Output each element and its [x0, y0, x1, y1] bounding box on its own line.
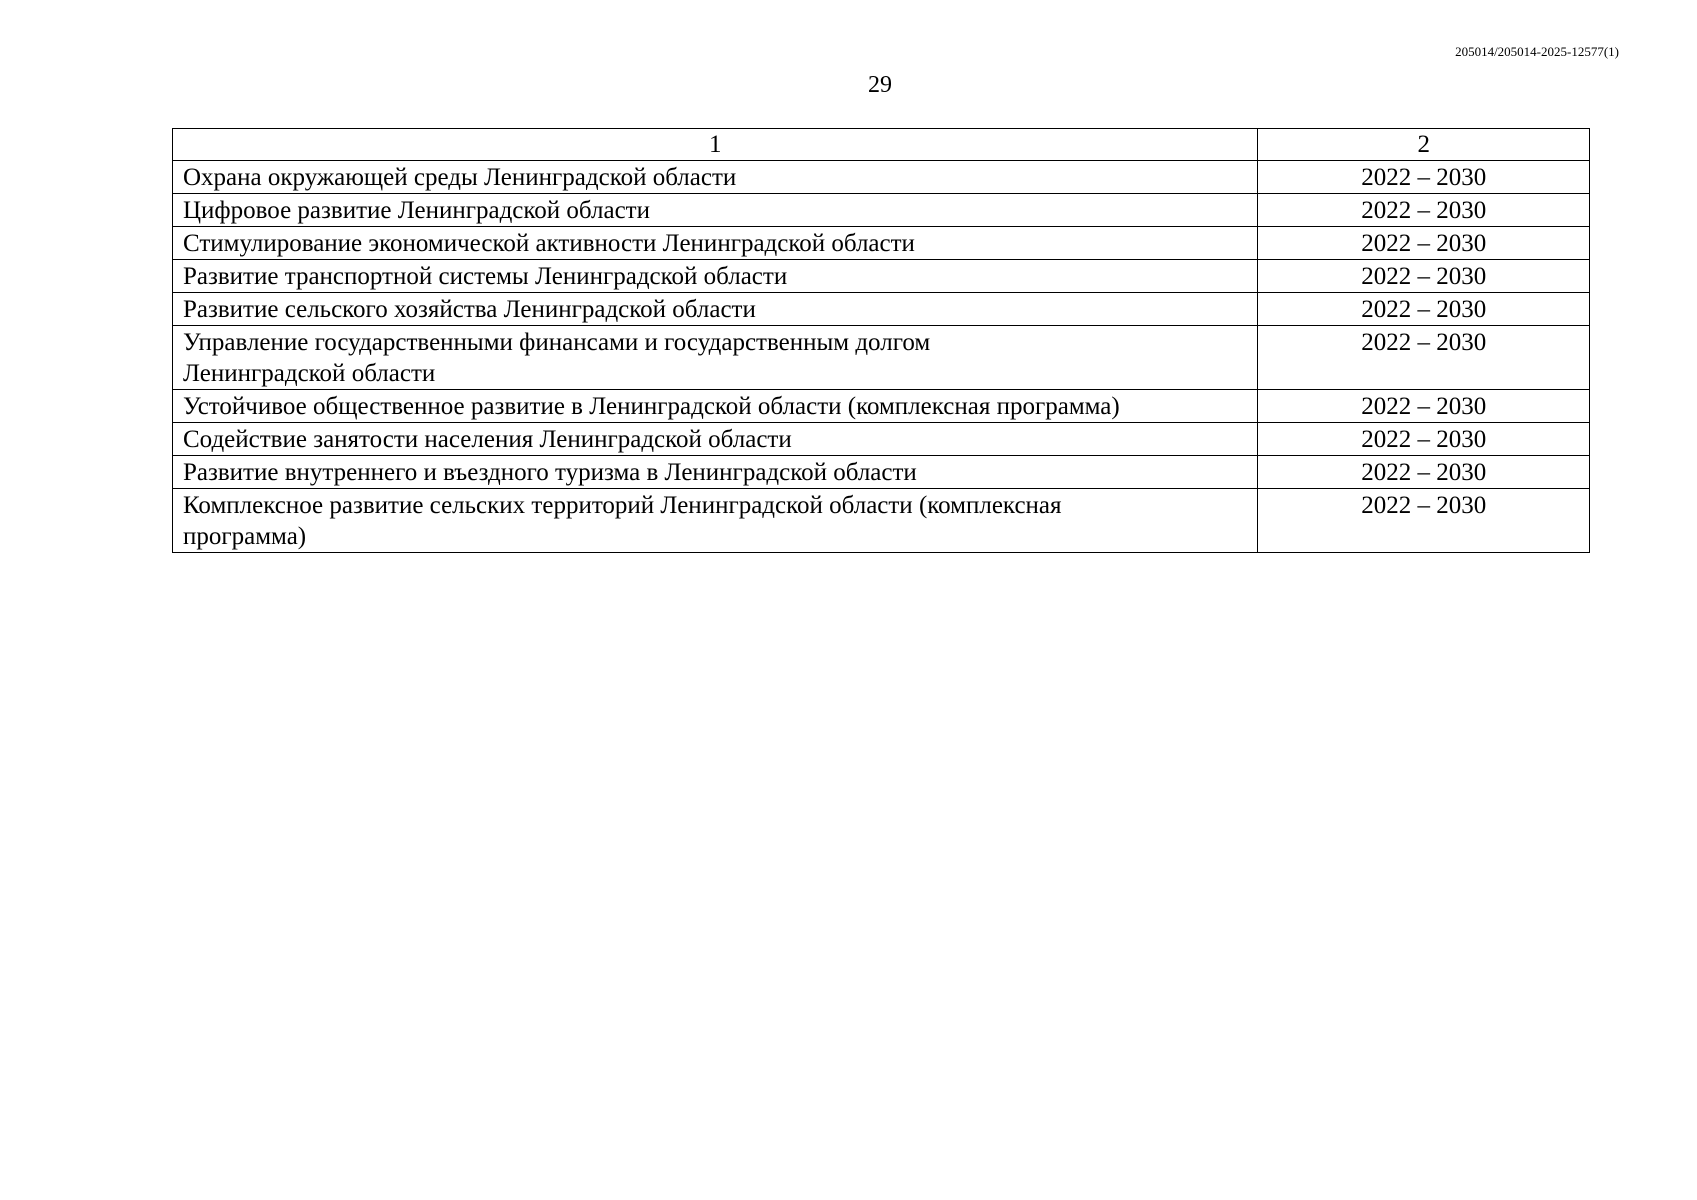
program-name-cell: Стимулирование экономической активности Ленинградской области	[173, 227, 1258, 260]
program-period-cell: 2022 – 2030	[1258, 326, 1590, 390]
program-period-cell: 2022 – 2030	[1258, 390, 1590, 423]
program-name-cell: Содействие занятости населения Ленинградской области	[173, 423, 1258, 456]
column-header-1: 1	[173, 129, 1258, 161]
programs-table	[172, 128, 1590, 553]
program-name-cell: Управление государственными финансами и государственным долгом Ленинградской области	[173, 326, 1258, 390]
page-number: 29	[868, 72, 892, 98]
program-period-cell: 2022 – 2030	[1258, 161, 1590, 194]
table-row	[173, 390, 1590, 423]
document-id: 205014/205014-2025-12577(1)	[1455, 44, 1619, 59]
table-row	[173, 194, 1590, 227]
program-period-cell: 2022 – 2030	[1258, 456, 1590, 489]
table-row	[173, 326, 1590, 390]
program-period-cell: 2022 – 2030	[1258, 423, 1590, 456]
table-row	[173, 293, 1590, 326]
program-name-cell: Развитие транспортной системы Ленинградской области	[173, 260, 1258, 293]
program-period-cell: 2022 – 2030	[1258, 194, 1590, 227]
table-header-row	[173, 129, 1590, 161]
column-header-2: 2	[1258, 129, 1590, 161]
table-row	[173, 227, 1590, 260]
table-row	[173, 423, 1590, 456]
program-period-cell: 2022 – 2030	[1258, 293, 1590, 326]
program-period-cell: 2022 – 2030	[1258, 489, 1590, 553]
programs-table-body	[173, 129, 1590, 553]
program-name-cell: Развитие сельского хозяйства Ленинградской области	[173, 293, 1258, 326]
program-name-cell: Комплексное развитие сельских территорий Ленинградской области (комплексная программа)	[173, 489, 1258, 553]
program-name-cell: Цифровое развитие Ленинградской области	[173, 194, 1258, 227]
table-row	[173, 456, 1590, 489]
program-name-cell: Устойчивое общественное развитие в Ленинградской области (комплексная программа)	[173, 390, 1258, 423]
program-name-cell: Охрана окружающей среды Ленинградской области	[173, 161, 1258, 194]
table-row	[173, 161, 1590, 194]
program-name-cell: Развитие внутреннего и въездного туризма в Ленинградской области	[173, 456, 1258, 489]
table-row	[173, 260, 1590, 293]
table-row	[173, 489, 1590, 553]
program-period-cell: 2022 – 2030	[1258, 227, 1590, 260]
program-period-cell: 2022 – 2030	[1258, 260, 1590, 293]
